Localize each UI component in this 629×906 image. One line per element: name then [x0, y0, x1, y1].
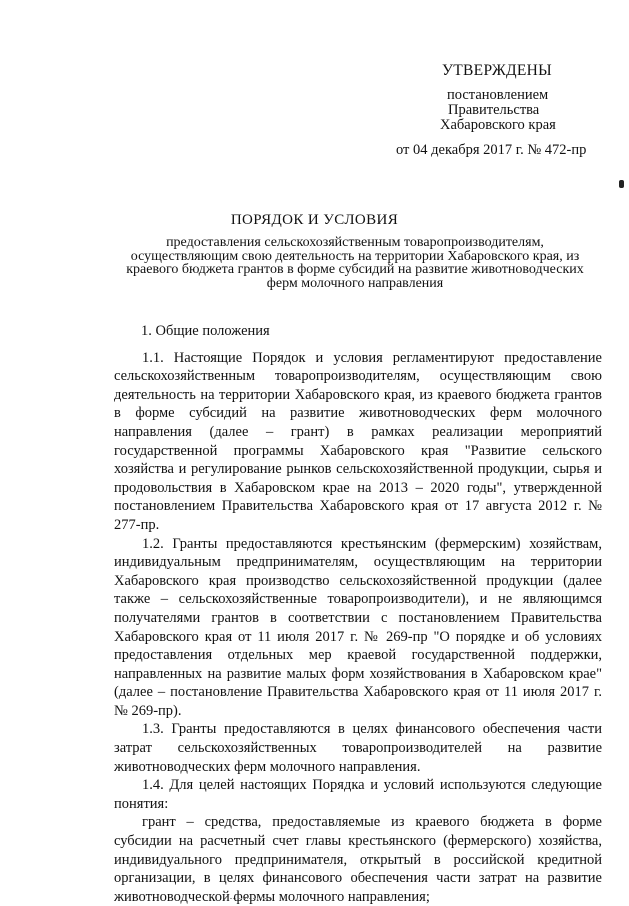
paragraph-1-4: 1.4. Для целей настоящих Порядка и условий используются следующие понятия: [114, 777, 602, 812]
document-subtitle: предоставления сельскохозяйственным товаропроизводителям, осуществляющим свою деятельность на территории Хабаровского края, из краевого бюджета грантов в форме субсидий на развитие животноводческих ферм молочного направления [126, 235, 584, 291]
paragraph-grant-definition: грант – средства, предоставляемые из краевого бюджета в форме субсидии на расчетный счет главы крестьянского (фермерского) хозяйства, индивидуального предпринимателя, открытый в российской кредитной организации, в целях финансового обеспечения части затрат на развитие животноводческой фермы молочного направления; [114, 814, 602, 905]
scan-artifact [619, 180, 624, 188]
document-title: ПОРЯДОК И УСЛОВИЯ [230, 212, 399, 228]
approval-title: УТВЕРЖДЕНЫ [442, 62, 552, 79]
paragraph-1-2: 1.2. Гранты предоставляются крестьянским (фермерским) хозяйствам, индивидуальным предпринимателям, осуществляющим на территории Хабаровского края производство сельскохозяйственной продукции (далее также – сельскохозяйственные товаропроизводители), и не являющимся получателями грантов в соответствии с постановлением Правительства Хабаровского края от 11 июля 2017 г. № 269-пр "О порядке и об условиях предоставления отдельных мер краевой государственной поддержки, направленных на развитие малых форм хозяйствования в Хабаровском крае" (далее – постановление Правительства Хабаровского края от 11 июля 2017 г. № 269-пр). [114, 535, 602, 719]
section-heading: 1. Общие положения [141, 323, 270, 339]
paragraph-1-3: 1.3. Гранты предоставляются в целях финансового обеспечения части затрат сельскохозяйственных товаропроизводителей на развитие животноводческих ферм молочного направления. [114, 721, 602, 775]
approval-line-region: Хабаровского края [440, 117, 556, 133]
paragraph-1-1: 1.1. Настоящие Порядок и условия регламентируют предоставление сельскохозяйственным товаропроизводителям, осуществляющим свою деятельность на территории Хабаровского края, из краевого бюджета грантов в форме субсидий на развитие животноводческих ферм молочного направления (далее – грант) в рамках реализации мероприятий государственной программы Хабаровского края "Развитие сельского хозяйства и регулирование рынков сельскохозяйственной продукции, сырья и продовольствия в Хабаровском крае на 2013 – 2020 годы", утвержденной постановлением Правительства Хабаровского края от 17 августа 2012 г. № 277-пр. [114, 349, 602, 533]
approval-line-government: Правительства [448, 102, 540, 118]
scan-footer-artifact [230, 898, 270, 901]
approval-date: от 04 декабря 2017 г. № 472-пр [396, 142, 587, 158]
approval-line-decree: постановлением [447, 87, 549, 103]
document-body [114, 322, 602, 906]
approval-block [380, 63, 610, 158]
